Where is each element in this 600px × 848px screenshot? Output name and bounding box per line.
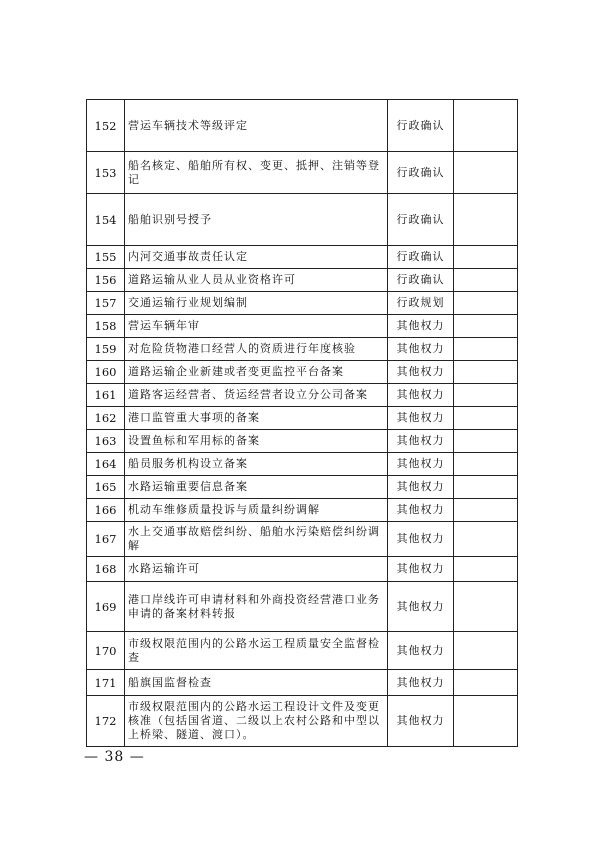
empty-cell [454,246,518,269]
page-number: — 38 — [84,749,145,765]
row-number: 164 [87,453,125,476]
power-type: 其他权力 [388,453,454,476]
item-name: 水上交通事故赔偿纠纷、船舶水污染赔偿纠纷调解 [125,522,388,557]
table-row [87,269,518,292]
empty-cell [454,100,518,152]
row-number: 153 [87,152,125,194]
row-number: 162 [87,407,125,430]
power-type: 其他权力 [388,696,454,747]
power-type: 行政确认 [388,246,454,269]
empty-cell [454,384,518,407]
empty-cell [454,522,518,557]
item-name: 港口监管重大事项的备案 [125,407,388,430]
power-type: 其他权力 [388,582,454,632]
row-number: 160 [87,361,125,384]
power-type: 行政确认 [388,100,454,152]
row-number: 163 [87,430,125,453]
empty-cell [454,632,518,670]
row-number: 172 [87,696,125,747]
item-name: 道路运输企业新建或者变更监控平台备案 [125,361,388,384]
table-row [87,100,518,152]
table-row [87,194,518,246]
table-row [87,632,518,670]
row-number: 161 [87,384,125,407]
table-row [87,430,518,453]
empty-cell [454,476,518,499]
table-row [87,499,518,522]
power-type: 其他权力 [388,632,454,670]
power-type: 行政确认 [388,269,454,292]
item-name: 营运车辆年审 [125,315,388,338]
item-name: 船舶识别号授予 [125,194,388,246]
power-type: 其他权力 [388,557,454,582]
item-name: 船名核定、船舶所有权、变更、抵押、注销等登记 [125,152,388,194]
empty-cell [454,582,518,632]
row-number: 156 [87,269,125,292]
row-number: 152 [87,100,125,152]
table-row [87,152,518,194]
table-row [87,384,518,407]
power-type: 其他权力 [388,361,454,384]
row-number: 169 [87,582,125,632]
empty-cell [454,315,518,338]
table-row [87,476,518,499]
power-type: 行政确认 [388,194,454,246]
item-name: 水路运输重要信息备案 [125,476,388,499]
item-name: 设置鱼标和军用标的备案 [125,430,388,453]
power-type: 其他权力 [388,476,454,499]
empty-cell [454,696,518,747]
empty-cell [454,338,518,361]
table-row [87,522,518,557]
item-name: 道路运输从业人员从业资格许可 [125,269,388,292]
table-row [87,292,518,315]
empty-cell [454,152,518,194]
empty-cell [454,292,518,315]
empty-cell [454,670,518,696]
table-row [87,246,518,269]
item-name: 船旗国监督检查 [125,670,388,696]
row-number: 157 [87,292,125,315]
item-name: 交通运输行业规划编制 [125,292,388,315]
power-type: 其他权力 [388,384,454,407]
row-number: 171 [87,670,125,696]
table-row [87,453,518,476]
empty-cell [454,430,518,453]
power-type: 行政规划 [388,292,454,315]
power-type: 其他权力 [388,315,454,338]
empty-cell [454,361,518,384]
item-name: 市级权限范围内的公路水运工程设计文件及变更核准（包括国省道、二级以上农村公路和中型以上桥梁、隧道、渡口）。 [125,696,388,747]
item-name: 船员服务机构设立备案 [125,453,388,476]
empty-cell [454,194,518,246]
item-name: 水路运输许可 [125,557,388,582]
row-number: 154 [87,194,125,246]
item-name: 市级权限范围内的公路水运工程质量安全监督检查 [125,632,388,670]
empty-cell [454,407,518,430]
item-name: 港口岸线许可申请材料和外商投资经营港口业务申请的备案材料转报 [125,582,388,632]
row-number: 168 [87,557,125,582]
power-type: 其他权力 [388,670,454,696]
row-number: 167 [87,522,125,557]
table-row [87,361,518,384]
power-type: 其他权力 [388,499,454,522]
row-number: 165 [87,476,125,499]
table-row [87,582,518,632]
table-row [87,315,518,338]
item-name: 营运车辆技术等级评定 [125,100,388,152]
power-type: 其他权力 [388,522,454,557]
table-row [87,557,518,582]
item-name: 内河交通事故责任认定 [125,246,388,269]
item-name: 机动车维修质量投诉与质量纠纷调解 [125,499,388,522]
row-number: 159 [87,338,125,361]
item-name: 道路客运经营者、货运经营者设立分公司备案 [125,384,388,407]
row-number: 155 [87,246,125,269]
table-row [87,696,518,747]
power-type: 其他权力 [388,407,454,430]
empty-cell [454,269,518,292]
table-row [87,338,518,361]
table-row [87,407,518,430]
row-number: 166 [87,499,125,522]
empty-cell [454,499,518,522]
power-type: 其他权力 [388,338,454,361]
item-name: 对危险货物港口经营人的资质进行年度核验 [125,338,388,361]
row-number: 158 [87,315,125,338]
table-row [87,670,518,696]
power-type: 其他权力 [388,430,454,453]
power-type: 行政确认 [388,152,454,194]
row-number: 170 [87,632,125,670]
power-list-table [86,99,518,747]
empty-cell [454,453,518,476]
empty-cell [454,557,518,582]
